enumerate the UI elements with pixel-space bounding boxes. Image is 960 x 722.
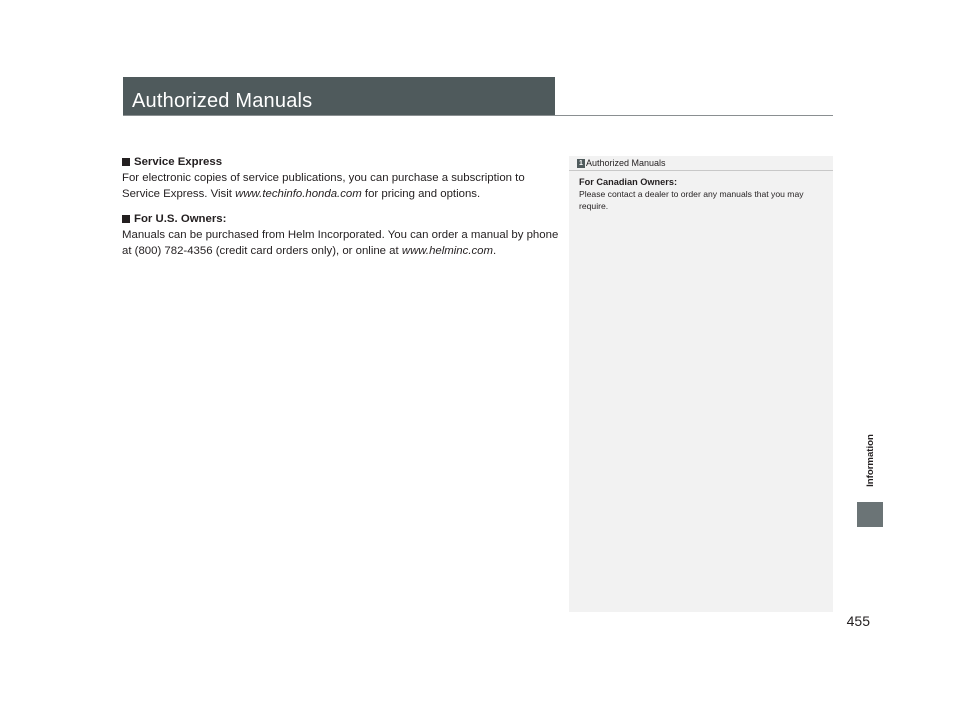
title-rule bbox=[123, 115, 833, 116]
techinfo-link[interactable]: www.techinfo.honda.com bbox=[235, 188, 362, 200]
reference-icon: 1 bbox=[577, 159, 585, 168]
section-heading-text: Service Express bbox=[134, 156, 223, 168]
sidebar-note bbox=[569, 156, 833, 612]
chapter-tab-marker[interactable] bbox=[857, 502, 883, 527]
sidebar-header bbox=[569, 156, 833, 171]
section-paragraph bbox=[122, 227, 562, 259]
title-bar bbox=[123, 77, 555, 115]
sidebar-text: Please contact a dealer to order any manuals that you may require. bbox=[579, 189, 804, 211]
paragraph-text: For electronic copies of service publications, you can purchase a subscription to Service Express. Visit bbox=[122, 172, 525, 200]
page-title: Authorized Manuals bbox=[132, 90, 313, 112]
chapter-tab-text: Information bbox=[864, 433, 876, 487]
main-content bbox=[122, 154, 562, 268]
chapter-tab-label bbox=[857, 420, 883, 500]
section-heading-service-express bbox=[122, 154, 562, 170]
paragraph-text: for pricing and options. bbox=[361, 188, 481, 200]
section-heading-us-owners bbox=[122, 211, 562, 227]
section-paragraph bbox=[122, 170, 562, 202]
sidebar-subheading: For Canadian Owners: bbox=[579, 177, 678, 187]
paragraph-text: . bbox=[493, 245, 497, 257]
square-bullet-icon bbox=[122, 158, 130, 166]
sidebar-body bbox=[569, 171, 833, 212]
helminc-link[interactable]: www.helminc.com bbox=[401, 245, 494, 257]
paragraph-text: Manuals can be purchased from Helm Incorporated. You can order a manual by phone at (800) 782-4356 (credit card orders only), or online at bbox=[122, 229, 559, 257]
square-bullet-icon bbox=[122, 215, 130, 223]
sidebar-title: Authorized Manuals bbox=[586, 158, 666, 168]
section-heading-text: For U.S. Owners: bbox=[134, 213, 227, 225]
page-number: 455 bbox=[846, 613, 870, 629]
